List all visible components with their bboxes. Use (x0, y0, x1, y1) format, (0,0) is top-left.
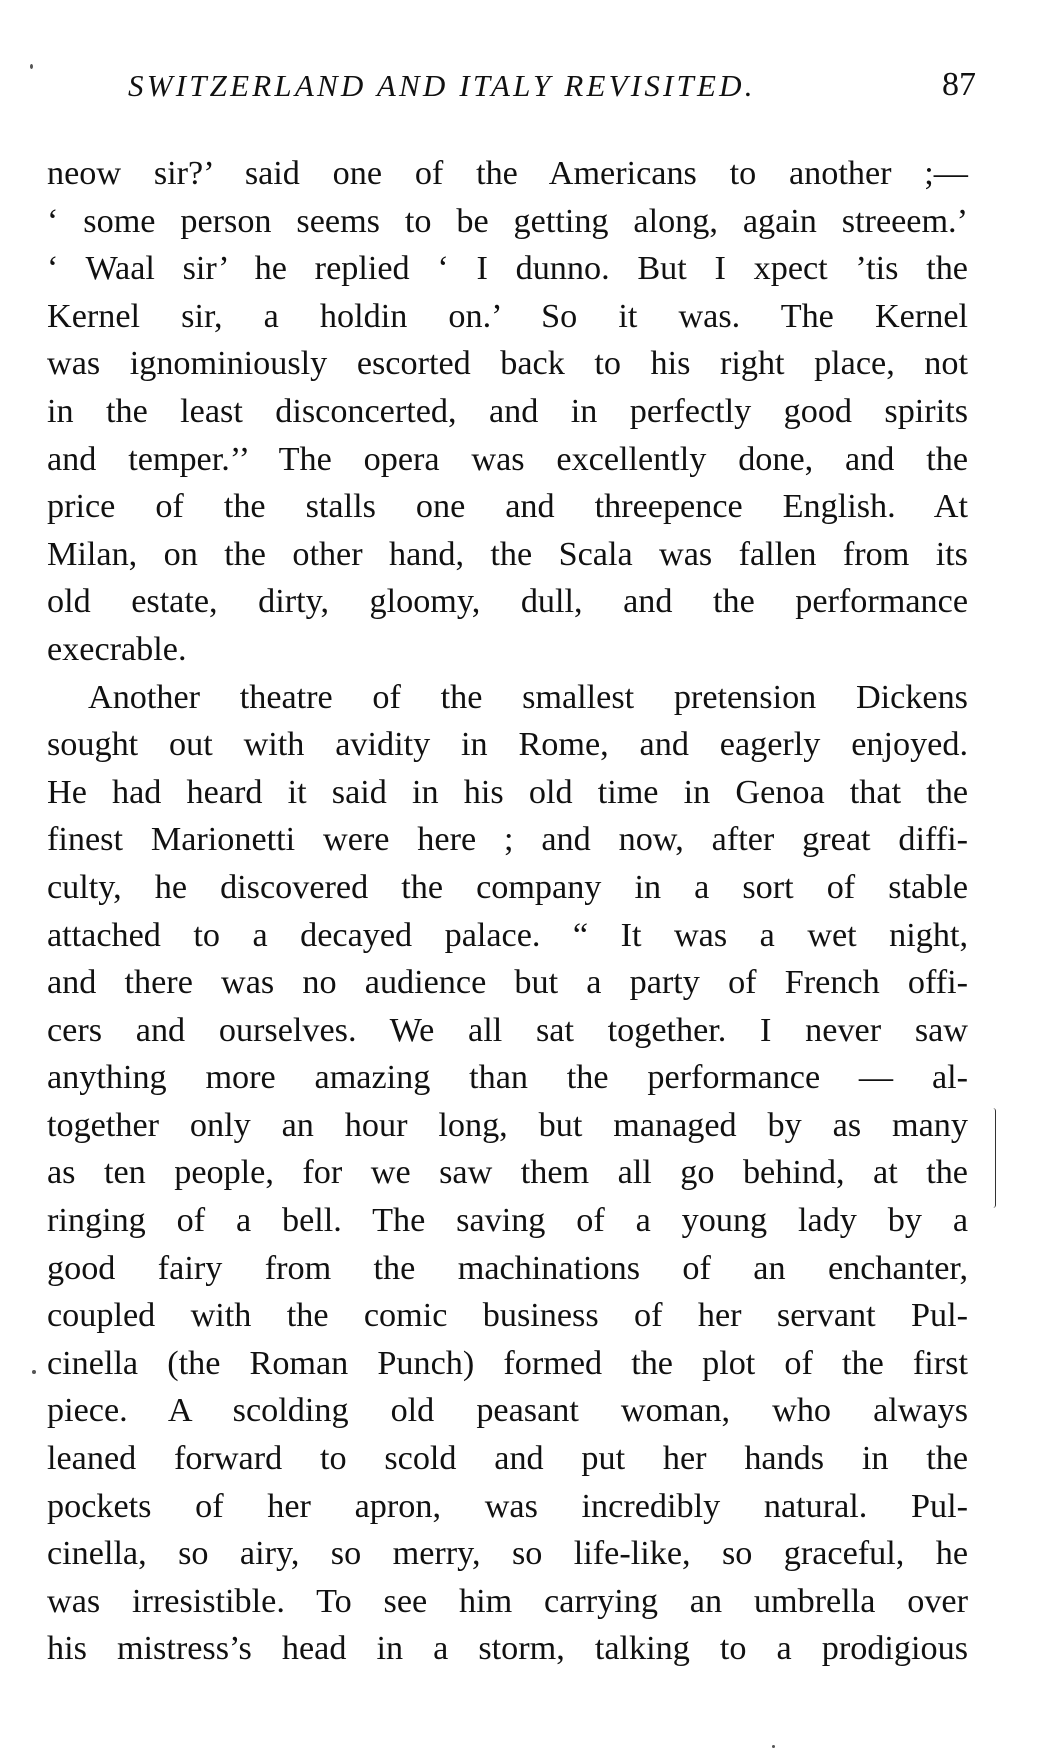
running-head (128, 62, 976, 112)
body-text (47, 150, 968, 1673)
scan-speck (772, 1745, 775, 1748)
text-line: culty, he discovered the company in a sort of stable (47, 868, 968, 906)
text-line: ringing of a bell. The saving of a young lady by a (47, 1202, 968, 1240)
text-line: piece. A scolding old peasant woman, who always (47, 1392, 968, 1430)
scan-speck (30, 64, 33, 69)
text-line: execrable. (47, 630, 187, 668)
text-line: was ignominiously escorted back to his right place, not (47, 345, 968, 383)
text-line: neow sir?’ said one of the Americans to another ;— (47, 155, 968, 192)
text-line: attached to a decayed palace. “ It was a wet night, (47, 916, 968, 954)
text-line: price of the stalls one and threepence English. At (47, 488, 968, 526)
running-title: SWITZERLAND AND ITALY REVISITED. (128, 68, 756, 103)
text-line: cinella, so airy, so merry, so life-like, so graceful, he (47, 1535, 968, 1573)
text-line: good fairy from the machinations of an enchanter, (47, 1249, 968, 1287)
text-line: coupled with the comic business of her servant Pul- (47, 1297, 968, 1335)
text-line: as ten people, for we saw them all go behind, at the (47, 1154, 968, 1192)
text-line: ‘ some person seems to be getting along, again streeem.’ (47, 202, 968, 240)
text-line: cinella (the Roman Punch) formed the plot of the first (47, 1344, 968, 1382)
text-line: Milan, on the other hand, the Scala was fallen from its (47, 535, 968, 573)
paragraph-1 (47, 150, 968, 674)
text-line: old estate, dirty, gloomy, dull, and the performance (47, 583, 968, 621)
text-line: anything more amazing than the performance — al- (47, 1059, 968, 1097)
text-line: pockets of her apron, was incredibly natural. Pul- (47, 1487, 968, 1525)
margin-pencil-mark (993, 1108, 996, 1208)
page-number: 87 (942, 66, 976, 103)
text-line: and there was no audience but a party of French offi- (47, 964, 968, 1002)
text-line: Another theatre of the smallest pretension Dickens (88, 678, 968, 716)
text-line: cers and ourselves. We all sat together. I never saw (47, 1011, 968, 1049)
text-line: together only an hour long, but managed by as many (47, 1106, 968, 1144)
text-line: and temper.’’ The opera was excellently done, and the (47, 440, 968, 478)
text-line: Kernel sir, a holdin on.’ So it was. The Kernel (47, 297, 968, 335)
text-line: his mistress’s head in a storm, talking to a prodigious (47, 1630, 968, 1668)
text-line: ‘ Waal sir’ he replied ‘ I dunno. But I xpect ’tis the (47, 250, 968, 288)
paragraph-2 (47, 674, 968, 1673)
text-line: sought out with avidity in Rome, and eagerly enjoyed. (47, 726, 968, 764)
text-line: in the least disconcerted, and in perfectly good spirits (47, 392, 968, 430)
text-line: was irresistible. To see him carrying an umbrella over (47, 1582, 968, 1620)
text-line: leaned forward to scold and put her hands in the (47, 1440, 968, 1478)
scan-speck (32, 1370, 36, 1374)
text-line: finest Marionetti were here ; and now, after great diffi- (47, 821, 968, 859)
text-line: He had heard it said in his old time in Genoa that the (47, 773, 968, 811)
